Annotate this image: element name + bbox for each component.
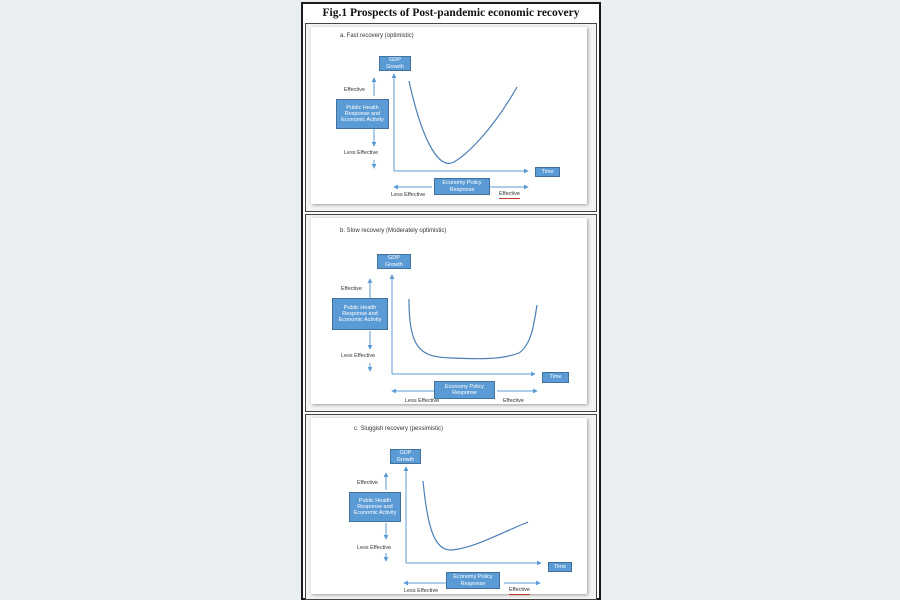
health-response-box: Public Health Response and Economic Activity (336, 99, 389, 129)
less-effective-label: Less Effective (341, 353, 376, 359)
less-effective-bottom-label: Less Effective (391, 192, 426, 198)
time-box: Time (548, 562, 572, 572)
gdp-growth-box: GDP Growth (379, 56, 411, 71)
panel-title: a. Fast recovery (optimistic) (340, 33, 414, 39)
recovery-curve (409, 81, 517, 163)
panel-title: b. Slow recovery (Moderately optimistic) (340, 228, 447, 234)
effective-label: Effective (357, 480, 378, 486)
panel-fast-recovery (305, 23, 597, 212)
gdp-growth-box: GDP Growth (390, 449, 421, 464)
panel-title: c. Sluggish recovery (pessimistic) (354, 426, 444, 432)
less-effective-bottom-label: Less Effective (404, 588, 439, 594)
effective-bottom-label: Effective (509, 587, 530, 593)
time-box: Time (535, 167, 560, 177)
recovery-curve (423, 481, 528, 550)
effective-bottom-label: Effective (503, 398, 524, 404)
effective-label: Effective (341, 286, 362, 292)
less-effective-bottom-label: Less Effective (405, 398, 440, 404)
policy-response-box: Economy Policy Response (446, 572, 500, 589)
time-box: Time (542, 372, 569, 383)
policy-response-box: Economy Policy Response (434, 178, 490, 195)
panel-slow-recovery (305, 214, 597, 412)
panel-sluggish-recovery (305, 414, 597, 600)
health-response-box: Public Health Response and Economic Activity (349, 492, 401, 522)
figure-frame (301, 2, 601, 600)
gdp-growth-box: GDP Growth (377, 254, 411, 269)
recovery-curve (409, 299, 537, 359)
figure-title: Fig.1 Prospects of Post-pandemic economic recovery (322, 7, 580, 19)
effective-label: Effective (344, 87, 365, 93)
less-effective-label: Less Effective (357, 545, 392, 551)
policy-response-box: Economy Policy Response (434, 381, 495, 399)
effective-bottom-label: Effective (499, 191, 520, 197)
health-response-box: Public Health Response and Economic Activity (332, 298, 388, 330)
less-effective-label: Less Effective (344, 150, 379, 156)
